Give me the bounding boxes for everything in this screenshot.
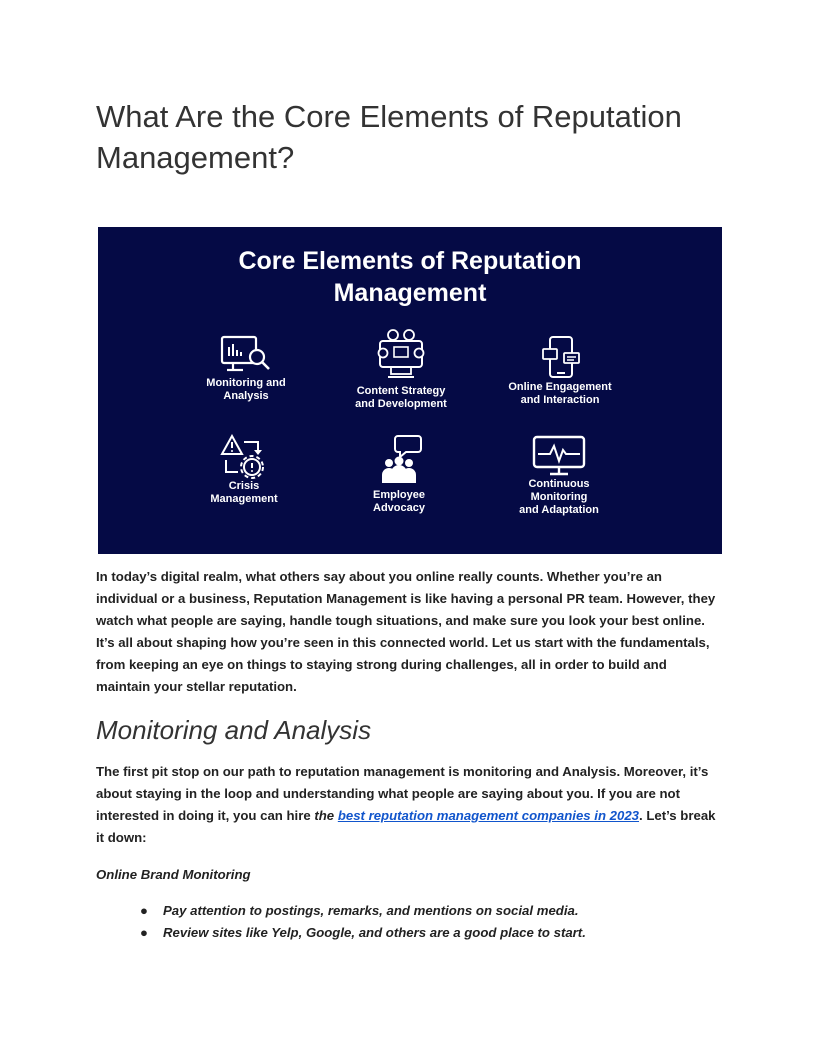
infographic-item-employee-advocacy [324,433,474,515]
section-paragraph [96,761,722,849]
employee-group-icon [372,433,426,487]
heartbeat-monitor-icon [532,435,586,477]
section-paragraph-text: The first pit stop on our path to reputation management is monitoring and Analysis. Moreover, it’s about staying in the loop and understanding what people are saying about you. If you are not interested in doing it, you can hire [96,764,709,823]
infographic-item-online-engagement [485,335,635,407]
page-title: What Are the Core Elements of Reputation Management? [96,99,682,175]
subheading: Online Brand Monitoring [96,867,251,882]
list-item [140,922,586,944]
infographic-item-label: Online Engagement and Interaction [508,381,612,406]
infographic-item-crisis [169,434,319,506]
infographic-item-label: Employee Advocacy [373,489,425,514]
bullet-list [140,900,586,944]
companies-link[interactable]: best reputation management companies in 2023 [337,808,640,823]
intro-paragraph: In today’s digital realm, what others say about you online really counts. Whether you’re an individual or a business, Reputation Management is like having a personal PR team. However, they watch what people are saying, handle tough situations, and make sure you look your best online. It’s all about shaping how you’re seen in this connected world. Let us start with the fundamentals, from keeping an eye on things to staying strong during challenges, all in order to build and maintain your stellar reputation. [96,569,716,694]
infographic-banner [98,227,722,554]
infographic-item-label: Content Strategy and Development [355,385,447,410]
bullet-dot-icon: ● [140,925,148,940]
content-strategy-icon [374,327,428,381]
infographic-item-content-strategy [326,327,476,411]
section-paragraph-end: . Let’s break it down: [96,808,716,845]
list-item-text: Review sites like Yelp, Google, and others are a good place to start. [163,925,586,940]
infographic-title-line2: Management [333,279,487,307]
list-item-text: Pay attention to postings, remarks, and mentions on social media. [163,903,579,918]
list-item [140,900,586,922]
monitor-analytics-icon [219,335,273,373]
crisis-gear-icon [220,434,268,480]
infographic-item-monitoring [171,335,321,403]
infographic-title [98,245,722,309]
bullet-dot-icon: ● [140,903,148,918]
infographic-item-label: Monitoring and Analysis [206,377,286,402]
section-paragraph-the: the [314,808,338,823]
infographic-item-label: Continuous Monitoring and Adaptation [519,478,599,516]
infographic-title-line1: Core Elements of Reputation [238,247,582,275]
section-title: Monitoring and Analysis [96,715,372,745]
infographic-item-label: Crisis Management [210,480,278,505]
mobile-chat-icon [537,335,583,379]
infographic-item-continuous-monitoring [484,435,634,517]
